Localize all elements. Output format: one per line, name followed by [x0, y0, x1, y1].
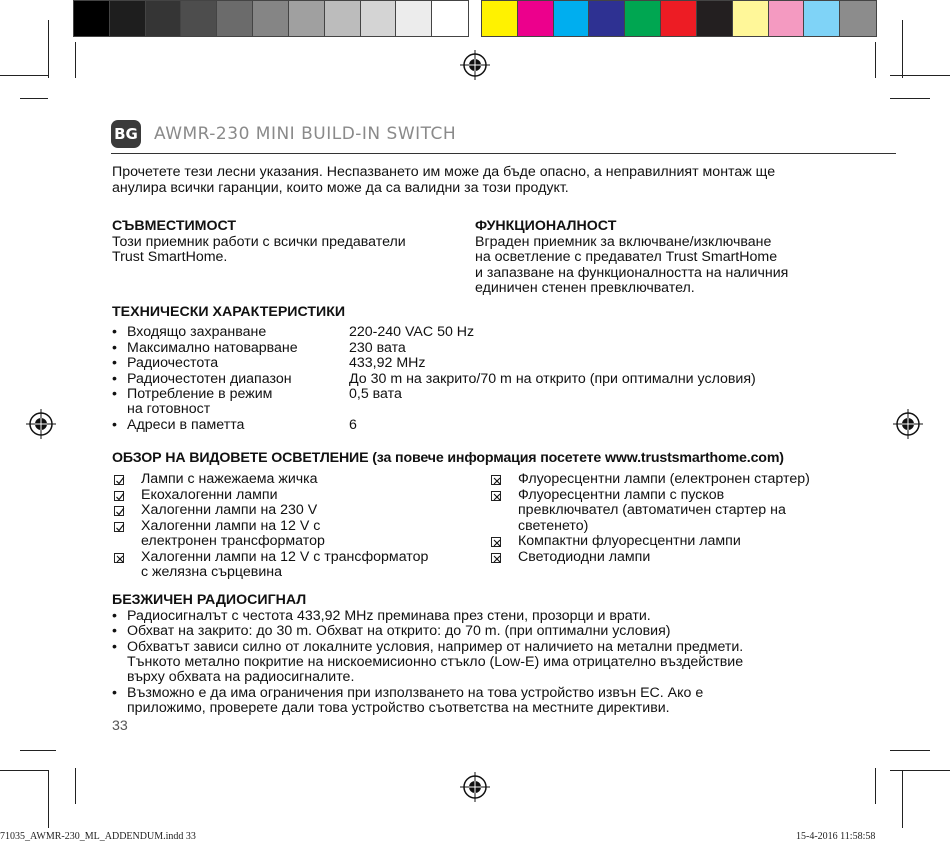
bullet: • — [112, 340, 117, 356]
lamp-label: Халогенни лампи на 12 V с трансформатор — [141, 548, 429, 565]
crop-mark — [890, 750, 930, 751]
intro-line: анулира всички гаранции, които може да са валидни за този продукт. — [112, 180, 569, 196]
crop-mark — [48, 20, 49, 78]
bullet: • — [112, 623, 117, 639]
spec-value: 433,92 MHz — [349, 355, 426, 371]
lighting-heading: ОБЗОР НА ВИДОВЕТЕ ОСВЕТЛЕНИЕ (за повече информация посетете www.trustsmarthome.com) — [112, 450, 784, 466]
compat-text: Trust SmartHome. — [112, 249, 228, 265]
bullet: • — [112, 608, 117, 624]
radio-bullet-text: върху обхвата на радиосигналите. — [127, 669, 355, 685]
crop-mark — [0, 770, 48, 771]
lamp-label: светенето) — [518, 517, 589, 534]
checkbox-checked-icon — [114, 506, 124, 516]
lamp-label: Компактни флуоресцентни лампи — [518, 533, 741, 549]
func-text: и запазване на функционалността на наличния — [475, 265, 789, 281]
spec-label: Входящо захранване — [127, 324, 267, 340]
lamp-label: Светодиодни лампи — [518, 548, 651, 565]
footer-filename: 71035_AWMR-230_ML_ADDENDUM.indd 33 — [0, 831, 196, 842]
color-swatch — [554, 1, 590, 36]
color-swatch — [432, 1, 468, 36]
color-swatch — [289, 1, 325, 36]
crop-mark — [875, 768, 876, 804]
crop-mark — [890, 770, 950, 771]
checkbox-crossed-icon — [491, 537, 501, 547]
color-swatch — [697, 1, 733, 36]
crop-mark — [48, 770, 49, 828]
grayscale-color-bar — [73, 0, 469, 37]
bullet: • — [112, 685, 117, 701]
radio-bullet-text: Възможно е да има ограничения при използването на това устройство извън ЕС. Ако е — [127, 685, 704, 701]
color-swatch — [146, 1, 182, 36]
crop-mark — [20, 98, 48, 99]
checkbox-crossed-icon — [491, 491, 501, 501]
color-swatch — [253, 1, 289, 36]
header-divider — [111, 153, 896, 154]
lamp-label: с желязна сърцевина — [141, 564, 282, 580]
checkbox-crossed-icon — [491, 553, 501, 563]
color-swatch — [482, 1, 518, 36]
color-swatch — [181, 1, 217, 36]
lamp-label: електронен трансформатор — [141, 533, 325, 549]
checkbox-checked-icon — [114, 522, 124, 532]
radio-heading: БЕЗЖИЧЕН РАДИОСИГНАЛ — [112, 592, 307, 608]
func-text: единичен стенен превключвател. — [475, 280, 695, 296]
crop-mark — [75, 42, 76, 78]
crop-mark — [20, 750, 56, 751]
bullet: • — [112, 371, 117, 387]
radio-bullet-text: Обхват на закрито: до 30 m. Обхват на открито: до 70 m. (при оптимални условия) — [127, 623, 671, 639]
color-swatch — [325, 1, 361, 36]
spec-value: До 30 m на закрито/70 m на открито (при оптимални условия) — [349, 371, 756, 387]
specs-heading: ТЕХНИЧЕСКИ ХАРАКТЕРИСТИКИ — [112, 304, 346, 320]
func-text: на осветление с предавател Trust SmartHome — [475, 249, 778, 265]
func-text: Вграден приемник за включване/изключване — [475, 234, 772, 250]
spec-value: 220-240 VAC 50 Hz — [349, 324, 475, 340]
color-swatch — [840, 1, 876, 36]
color-swatch — [217, 1, 253, 36]
crop-mark — [0, 75, 48, 76]
bullet: • — [112, 355, 117, 371]
crop-mark — [890, 75, 950, 76]
footer-date: 15-4-2016 11:58:58 — [796, 831, 876, 842]
func-heading: ФУНКЦИОНАЛНОСТ — [475, 218, 617, 234]
language-badge: BG — [111, 120, 141, 148]
lamp-label: превключвател (автоматичен стартер на — [518, 502, 786, 518]
spec-value: 0,5 вата — [349, 386, 402, 402]
bullet: • — [112, 324, 117, 340]
checkbox-crossed-icon — [114, 553, 124, 563]
bullet: • — [112, 386, 117, 402]
spec-label: Радиочестота — [127, 355, 219, 371]
compat-heading: СЪВМЕСТИМОСТ — [112, 218, 237, 234]
color-swatch — [589, 1, 625, 36]
crop-mark — [902, 770, 903, 828]
lamp-label: Халогенни лампи на 12 V с — [141, 517, 321, 534]
bullet: • — [112, 417, 117, 433]
registration-mark-icon — [460, 50, 490, 80]
process-color-bar — [481, 0, 877, 37]
intro-line: Прочетете тези лесни указания. Неспазването им може да бъде опасно, а неправилният монтаж ще — [112, 164, 776, 180]
spec-row — [112, 325, 117, 341]
checkbox-checked-icon — [114, 491, 124, 501]
color-swatch — [769, 1, 805, 36]
crop-mark — [890, 98, 930, 99]
radio-bullet-text: приложимо, проверете дали това устройство съответства на местните директиви. — [127, 700, 670, 716]
lamp-label: Халогенни лампи на 230 V — [141, 502, 318, 518]
checkbox-crossed-icon — [491, 475, 501, 485]
color-swatch — [396, 1, 432, 36]
spec-label: Радиочестотен диапазон — [127, 371, 292, 387]
color-swatch — [74, 1, 110, 36]
color-swatch — [661, 1, 697, 36]
lamp-label: Лампи с нажежаема жичка — [141, 471, 318, 487]
spec-label: Потребление в режим — [127, 386, 273, 402]
color-swatch — [625, 1, 661, 36]
spec-value: 6 — [349, 417, 357, 433]
radio-bullet-text: Обхватът зависи силно от локалните условия, например от наличието на метални предмети. — [127, 639, 744, 655]
crop-mark — [875, 42, 876, 78]
spec-value: 230 вата — [349, 340, 406, 356]
page-title: AWMR-230 MINI BUILD-IN SWITCH — [154, 124, 457, 144]
color-swatch — [110, 1, 146, 36]
crop-mark — [75, 768, 76, 804]
crop-mark — [902, 20, 903, 78]
radio-bullet-text: Тънкото метално покритие на нискоемисионно стъкло (Low-E) има отрицателно въздействие — [127, 654, 744, 670]
color-swatch — [361, 1, 397, 36]
compat-text: Този приемник работи с всички предаватели — [112, 234, 406, 250]
spec-label: на готовност — [127, 401, 211, 417]
lamp-label: Екохалогенни лампи — [141, 486, 278, 503]
lamp-label: Флуоресцентни лампи (електронен стартер) — [518, 471, 810, 487]
radio-bullet-text: Радиосигналът с честота 433,92 MHz преминава през стени, прозорци и врати. — [127, 608, 651, 624]
bullet: • — [112, 639, 117, 655]
registration-mark-icon — [460, 772, 490, 802]
checkbox-checked-icon — [114, 475, 124, 485]
spec-label: Максимално натоварване — [127, 340, 298, 356]
color-swatch — [733, 1, 769, 36]
lamp-label: Флуоресцентни лампи с пусков — [518, 486, 725, 503]
color-swatch — [804, 1, 840, 36]
color-swatch — [518, 1, 554, 36]
registration-mark-icon — [893, 409, 923, 439]
page-number: 33 — [112, 718, 128, 734]
spec-label: Адреси в паметта — [127, 417, 245, 433]
registration-mark-icon — [26, 409, 56, 439]
